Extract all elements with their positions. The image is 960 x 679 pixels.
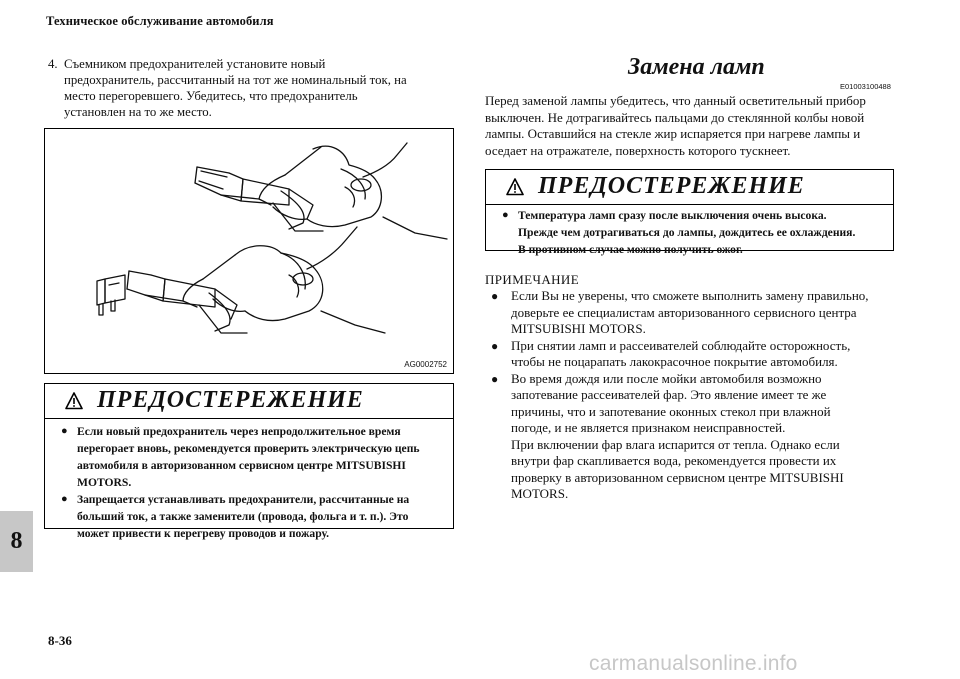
warning-line: В противном случае можно получить ожог. [518, 243, 743, 256]
note-line: доверьте ее специалистам авторизованного сервисного центра [511, 304, 857, 320]
fuse-puller-illustration [44, 128, 454, 374]
warning-bullet [500, 207, 883, 258]
bullet-icon: ● [491, 371, 499, 386]
intro-line: лампы. Оставшийся на стекле жир испаряется при нагреве лампы и [485, 126, 861, 141]
intro-line: оседает на отражателе, поверхность которого тускнеет. [485, 142, 791, 158]
intro-line: Перед заменой лампы убедитесь, что данный осветительный прибор [485, 93, 866, 108]
step-line: Съемником предохранителей установите новый [64, 57, 326, 71]
bullet-icon: ● [502, 209, 509, 221]
warning-header [486, 170, 893, 205]
note-line: проверку в авторизованном сервисном центре MITSUBISHI [511, 469, 844, 485]
bullet-icon: ● [61, 493, 68, 505]
warning-title: ПРЕДОСТЕРЕЖЕНИЕ [97, 387, 364, 413]
section-title: Замена ламп [628, 54, 765, 80]
step-4 [44, 56, 454, 120]
note-line: MITSUBISHI MOTORS. [511, 321, 646, 336]
section-code: E01003100488 [840, 82, 891, 91]
warning-line: может привести к перегреву проводов и пожару. [77, 527, 330, 540]
warning-title: ПРЕДОСТЕРЕЖЕНИЕ [538, 173, 805, 199]
note-line: При снятии ламп и рассеивателей соблюдайте осторожность, [511, 337, 851, 353]
figure-code: AG0002752 [404, 360, 447, 369]
section-intro [485, 93, 895, 159]
note-line: погоде, и не является признаком неисправностей. [511, 420, 786, 435]
step-number: 4. [48, 57, 58, 71]
bullet-icon: ● [491, 289, 499, 303]
note-item [485, 288, 905, 338]
watermark: carmanualsonline.info [589, 652, 798, 675]
note-line: MOTORS. [511, 486, 569, 501]
note-line: причины, что и запотевание оконных стекол при влажной [511, 403, 831, 419]
bullet-icon: ● [61, 425, 68, 437]
bullet-icon: ● [491, 338, 499, 353]
warning-triangle-icon [506, 178, 524, 196]
note-line: чтобы не поцарапать лакокрасочное покрытие автомобиля. [511, 354, 838, 369]
note-line: запотевание рассеивателей фар. Это явление имеет те же [511, 387, 827, 402]
hands-with-fuse-puller-drawing [45, 129, 453, 373]
warning-line: автомобиля в авторизованном сервисном центре MITSUBISHI [77, 459, 406, 472]
note-line: внутри фар скапливается вода, рекомендуется провести их [511, 453, 837, 468]
note-line: Если Вы не уверены, что сможете выполнить замену правильно, [511, 288, 869, 303]
warning-triangle-icon [65, 392, 83, 410]
note-line: Во время дождя или после мойки автомобиля возможно [511, 370, 822, 386]
note-item [485, 371, 905, 503]
page-number: 8-36 [48, 633, 72, 648]
warning-bullet [59, 491, 443, 542]
intro-line: выключен. Не дотрагивайтесь пальцами до стеклянной колбы новой [485, 109, 865, 125]
step-line: установлен на то же место. [64, 105, 212, 119]
warning-line: больший ток, а также заменители (провода, фольга и т. п.). Это [77, 510, 409, 523]
running-header: Техническое обслуживание автомобиля [46, 14, 274, 28]
warning-line: MOTORS. [77, 476, 132, 489]
warning-box-lamps [485, 169, 894, 256]
note-label: ПРИМЕЧАНИЕ [485, 272, 580, 287]
step-line: предохранитель, рассчитанный на тот же номинальный ток, на [64, 73, 407, 87]
warning-line: Температура ламп сразу после выключения очень высока. [518, 209, 827, 222]
warning-box-fuses [44, 383, 454, 540]
warning-line: Прежде чем дотрагиваться до лампы, дождитесь ее охлаждения. [518, 226, 856, 239]
step-line: место перегоревшего. Убедитесь, что предохранитель [64, 89, 358, 103]
warning-line: Запрещается устанавливать предохранители, рассчитанные на [77, 493, 410, 506]
note-line: При включении фар влага испарится от тепла. Однако если [511, 436, 840, 452]
step-text [64, 56, 454, 120]
warning-line: перегорает вновь, рекомендуется проверить электрическую цепь [77, 442, 420, 455]
note-list [485, 288, 905, 503]
note-item [485, 338, 905, 371]
chapter-tab: 8 [0, 511, 33, 572]
warning-line: Если новый предохранитель через непродолжительное время [77, 425, 401, 438]
warning-header [45, 384, 453, 419]
warning-bullet [59, 423, 443, 491]
